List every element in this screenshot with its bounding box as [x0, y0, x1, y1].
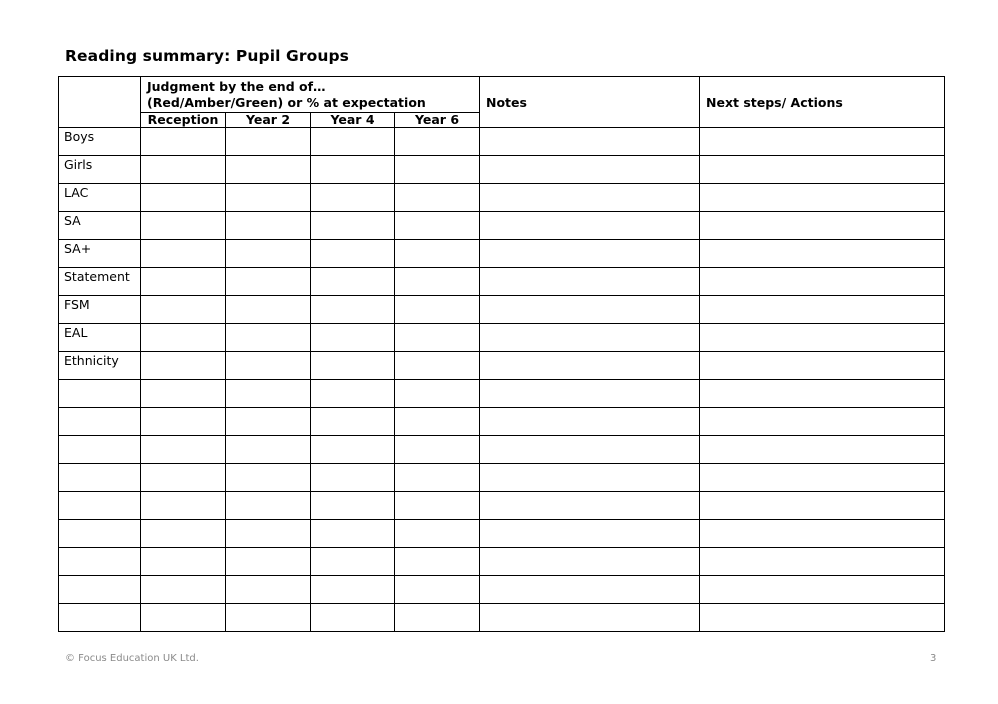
year-4-cell[interactable]	[311, 352, 395, 380]
table-row	[59, 156, 945, 184]
group-label-cell: Boys	[59, 128, 141, 156]
notes-cell[interactable]	[480, 296, 700, 324]
next-steps-cell[interactable]	[700, 548, 945, 576]
next-steps-cell[interactable]	[700, 408, 945, 436]
year-4-cell[interactable]	[311, 156, 395, 184]
year-6-cell[interactable]	[395, 268, 480, 296]
notes-cell[interactable]	[480, 212, 700, 240]
next-steps-cell[interactable]	[700, 128, 945, 156]
year-6-cell[interactable]	[395, 184, 480, 212]
year-2-cell[interactable]	[226, 240, 311, 268]
year-2-cell[interactable]	[226, 464, 311, 492]
year-4-cell[interactable]	[311, 212, 395, 240]
reception-cell[interactable]	[141, 464, 226, 492]
next-steps-cell[interactable]	[700, 464, 945, 492]
year-2-cell[interactable]	[226, 324, 311, 352]
year-6-cell[interactable]	[395, 156, 480, 184]
next-steps-cell[interactable]	[700, 296, 945, 324]
year-2-cell[interactable]	[226, 268, 311, 296]
group-label-cell: SA	[59, 212, 141, 240]
notes-cell[interactable]	[480, 604, 700, 632]
reception-cell[interactable]	[141, 296, 226, 324]
notes-cell[interactable]	[480, 240, 700, 268]
year-4-cell[interactable]	[311, 296, 395, 324]
judgment-header	[141, 77, 480, 113]
year-2-cell[interactable]	[226, 380, 311, 408]
year-4-cell[interactable]	[311, 268, 395, 296]
copyright-text: © Focus Education UK Ltd.	[65, 653, 199, 664]
group-label-cell	[59, 380, 141, 408]
reception-cell[interactable]	[141, 352, 226, 380]
year-6-cell[interactable]	[395, 324, 480, 352]
year-2-cell[interactable]	[226, 492, 311, 520]
reception-cell[interactable]	[141, 576, 226, 604]
reception-cell[interactable]	[141, 156, 226, 184]
next-steps-cell[interactable]	[700, 576, 945, 604]
group-label-cell	[59, 436, 141, 464]
year-4-cell[interactable]	[311, 548, 395, 576]
group-label-cell	[59, 408, 141, 436]
reception-cell[interactable]	[141, 520, 226, 548]
next-steps-cell[interactable]	[700, 184, 945, 212]
reception-cell[interactable]	[141, 492, 226, 520]
year-4-cell[interactable]	[311, 492, 395, 520]
corner-cell	[59, 77, 141, 128]
year-4-cell[interactable]	[311, 464, 395, 492]
year-2-cell[interactable]	[226, 156, 311, 184]
next-steps-cell[interactable]	[700, 352, 945, 380]
reception-cell[interactable]	[141, 548, 226, 576]
page-number: 3	[930, 653, 937, 664]
notes-cell[interactable]	[480, 352, 700, 380]
year-4-cell[interactable]	[311, 240, 395, 268]
year-4-cell[interactable]	[311, 408, 395, 436]
year-6-cell[interactable]	[395, 576, 480, 604]
next-steps-cell[interactable]	[700, 268, 945, 296]
notes-cell[interactable]	[480, 576, 700, 604]
year-2-cell[interactable]	[226, 520, 311, 548]
year-6-cell[interactable]	[395, 296, 480, 324]
notes-cell[interactable]	[480, 548, 700, 576]
notes-cell[interactable]	[480, 380, 700, 408]
page-title: Reading summary: Pupil Groups	[65, 47, 349, 65]
year-2-cell[interactable]	[226, 352, 311, 380]
year-4-cell[interactable]	[311, 380, 395, 408]
year-header-year-4: Year 4	[311, 113, 395, 128]
next-steps-cell[interactable]	[700, 604, 945, 632]
group-label-cell: Ethnicity	[59, 352, 141, 380]
group-label-cell	[59, 548, 141, 576]
next-steps-header: Next steps/ Actions	[700, 77, 945, 128]
year-2-cell[interactable]	[226, 128, 311, 156]
year-6-cell[interactable]	[395, 548, 480, 576]
table-row	[59, 268, 945, 296]
table-row	[59, 128, 945, 156]
table-row	[59, 436, 945, 464]
year-6-cell[interactable]	[395, 492, 480, 520]
year-6-cell[interactable]	[395, 128, 480, 156]
table-row	[59, 212, 945, 240]
judgment-header-line1: Judgment by the end of…	[147, 79, 326, 94]
year-2-cell[interactable]	[226, 184, 311, 212]
reception-cell[interactable]	[141, 380, 226, 408]
year-2-cell[interactable]	[226, 408, 311, 436]
group-label-cell: EAL	[59, 324, 141, 352]
notes-header: Notes	[480, 77, 700, 128]
table-row	[59, 380, 945, 408]
notes-cell[interactable]	[480, 324, 700, 352]
next-steps-cell[interactable]	[700, 156, 945, 184]
year-6-cell[interactable]	[395, 436, 480, 464]
notes-cell[interactable]	[480, 464, 700, 492]
year-2-cell[interactable]	[226, 548, 311, 576]
next-steps-cell[interactable]	[700, 380, 945, 408]
table-row	[59, 464, 945, 492]
year-4-cell[interactable]	[311, 184, 395, 212]
table-row	[59, 324, 945, 352]
table-row	[59, 520, 945, 548]
notes-cell[interactable]	[480, 128, 700, 156]
next-steps-cell[interactable]	[700, 436, 945, 464]
reception-cell[interactable]	[141, 184, 226, 212]
notes-cell[interactable]	[480, 184, 700, 212]
group-label-cell	[59, 492, 141, 520]
notes-cell[interactable]	[480, 436, 700, 464]
year-2-cell[interactable]	[226, 436, 311, 464]
group-label-cell	[59, 464, 141, 492]
year-6-cell[interactable]	[395, 352, 480, 380]
year-2-cell[interactable]	[226, 576, 311, 604]
group-label-cell: SA+	[59, 240, 141, 268]
next-steps-cell[interactable]	[700, 520, 945, 548]
pupil-groups-table	[58, 76, 945, 632]
year-header-year-2: Year 2	[226, 113, 311, 128]
reception-cell[interactable]	[141, 240, 226, 268]
year-4-cell[interactable]	[311, 520, 395, 548]
reception-cell[interactable]	[141, 128, 226, 156]
reception-cell[interactable]	[141, 604, 226, 632]
table-row	[59, 184, 945, 212]
table-row	[59, 492, 945, 520]
notes-cell[interactable]	[480, 492, 700, 520]
notes-cell[interactable]	[480, 268, 700, 296]
next-steps-cell[interactable]	[700, 240, 945, 268]
table-row	[59, 604, 945, 632]
year-4-cell[interactable]	[311, 576, 395, 604]
year-2-cell[interactable]	[226, 604, 311, 632]
year-4-cell[interactable]	[311, 324, 395, 352]
year-6-cell[interactable]	[395, 464, 480, 492]
year-6-cell[interactable]	[395, 604, 480, 632]
group-label-cell: Girls	[59, 156, 141, 184]
year-6-cell[interactable]	[395, 240, 480, 268]
notes-cell[interactable]	[480, 520, 700, 548]
year-4-cell[interactable]	[311, 436, 395, 464]
group-label-cell: FSM	[59, 296, 141, 324]
table-row	[59, 548, 945, 576]
next-steps-cell[interactable]	[700, 324, 945, 352]
year-header-year-6: Year 6	[395, 113, 480, 128]
reception-cell[interactable]	[141, 436, 226, 464]
group-label-cell	[59, 576, 141, 604]
group-label-cell	[59, 520, 141, 548]
table-row	[59, 240, 945, 268]
year-2-cell[interactable]	[226, 296, 311, 324]
reception-cell[interactable]	[141, 212, 226, 240]
year-header-reception: Reception	[141, 113, 226, 128]
notes-cell[interactable]	[480, 408, 700, 436]
year-6-cell[interactable]	[395, 408, 480, 436]
next-steps-cell[interactable]	[700, 492, 945, 520]
year-4-cell[interactable]	[311, 128, 395, 156]
reception-cell[interactable]	[141, 324, 226, 352]
judgment-header-line2: (Red/Amber/Green) or % at expectation	[147, 95, 426, 110]
group-label-cell	[59, 604, 141, 632]
year-6-cell[interactable]	[395, 520, 480, 548]
next-steps-cell[interactable]	[700, 212, 945, 240]
group-label-cell: LAC	[59, 184, 141, 212]
table-row	[59, 352, 945, 380]
reception-cell[interactable]	[141, 268, 226, 296]
year-6-cell[interactable]	[395, 212, 480, 240]
year-4-cell[interactable]	[311, 604, 395, 632]
group-label-cell: Statement	[59, 268, 141, 296]
table-row	[59, 296, 945, 324]
table-row	[59, 408, 945, 436]
reception-cell[interactable]	[141, 408, 226, 436]
year-2-cell[interactable]	[226, 212, 311, 240]
year-6-cell[interactable]	[395, 380, 480, 408]
header-row	[59, 77, 945, 113]
notes-cell[interactable]	[480, 156, 700, 184]
table-row	[59, 576, 945, 604]
